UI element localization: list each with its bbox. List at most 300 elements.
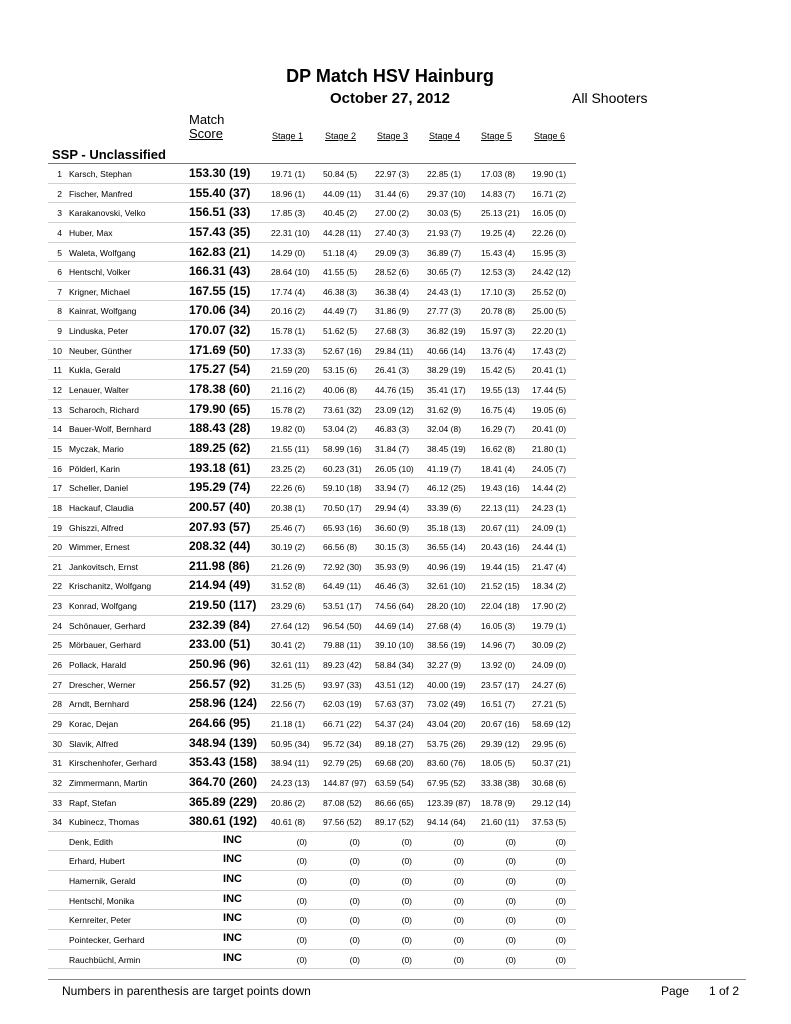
stage-2-cell: 95.72 (34) bbox=[323, 738, 362, 749]
stage-1-cell: 24.23 (13) bbox=[271, 777, 310, 788]
match-label: Match bbox=[189, 112, 225, 127]
stage-6-cell: 15.95 (3) bbox=[532, 247, 567, 258]
stage-5-cell: 19.43 (16) bbox=[481, 483, 520, 494]
table-row bbox=[0, 576, 791, 596]
match-score: 170.06 (34) bbox=[189, 303, 251, 318]
match-score: 195.29 (74) bbox=[189, 480, 251, 495]
table-row bbox=[0, 714, 791, 734]
stage-3-cell: 46.83 (3) bbox=[375, 424, 410, 435]
stage-5-cell: (0) bbox=[505, 856, 516, 867]
stage-2-cell: 66.71 (22) bbox=[323, 718, 362, 729]
stage-1-cell: 27.64 (12) bbox=[271, 620, 310, 631]
shooter-name: Hamernik, Gerald bbox=[69, 876, 136, 887]
stage-6-cell: 16.05 (0) bbox=[532, 208, 567, 219]
stage-3-cell: 31.44 (6) bbox=[375, 188, 410, 199]
rank-cell: 12 bbox=[52, 385, 62, 396]
stage-4-cell: 38.45 (19) bbox=[427, 443, 466, 454]
stage-5-cell: 16.29 (7) bbox=[481, 424, 516, 435]
stage-6-cell: 17.44 (5) bbox=[532, 385, 567, 396]
table-row bbox=[0, 518, 791, 538]
stage-2-cell: 51.62 (5) bbox=[323, 326, 358, 337]
match-score: 167.55 (15) bbox=[189, 283, 251, 298]
stage-5-cell: 18.78 (9) bbox=[481, 797, 516, 808]
rank-cell: 34 bbox=[52, 817, 62, 828]
rank-cell: 2 bbox=[57, 188, 62, 199]
stage-6-cell: 17.90 (2) bbox=[532, 601, 567, 612]
table-row bbox=[0, 734, 791, 754]
table-row bbox=[0, 360, 791, 380]
shooter-name: Karakanovski, Velko bbox=[69, 208, 146, 219]
stage-3-cell: 46.46 (3) bbox=[375, 581, 410, 592]
match-score: INC bbox=[223, 833, 242, 846]
stage-1-cell: 32.61 (11) bbox=[271, 660, 310, 671]
rank-cell: 23 bbox=[52, 601, 62, 612]
stage-4-cell: 27.77 (3) bbox=[427, 306, 462, 317]
match-score: 233.00 (51) bbox=[189, 637, 251, 652]
stage-6-cell: 24.05 (7) bbox=[532, 463, 567, 474]
stage-5-cell: 12.53 (3) bbox=[481, 267, 516, 278]
stage-5-cell: 13.76 (4) bbox=[481, 345, 516, 356]
stage-4-cell: (0) bbox=[453, 836, 464, 847]
footer-page-label: Page bbox=[661, 984, 690, 998]
stage-4-cell: 31.62 (9) bbox=[427, 404, 462, 415]
stage-5-cell: (0) bbox=[505, 915, 516, 926]
table-row bbox=[0, 203, 791, 223]
match-score: 188.43 (28) bbox=[189, 421, 251, 436]
stage-6-cell: (0) bbox=[555, 856, 566, 867]
rank-cell: 25 bbox=[52, 640, 62, 651]
stage-6-cell: (0) bbox=[555, 836, 566, 847]
table-row bbox=[0, 380, 791, 400]
stage-1-cell: 28.64 (10) bbox=[271, 267, 310, 278]
match-score: 162.83 (21) bbox=[189, 244, 251, 259]
table-row bbox=[0, 930, 791, 950]
shooter-name: Kainrat, Wolfgang bbox=[69, 306, 137, 317]
stage-4-cell: 35.41 (17) bbox=[427, 385, 466, 396]
stage-5-cell: 14.83 (7) bbox=[481, 188, 516, 199]
stage-6-cell: 58.69 (12) bbox=[532, 718, 571, 729]
stage-4-cell: (0) bbox=[453, 954, 464, 965]
match-score: 207.93 (57) bbox=[189, 519, 251, 534]
stage-5-cell: (0) bbox=[505, 954, 516, 965]
stage-3-cell: 35.93 (9) bbox=[375, 561, 410, 572]
rank-cell: 21 bbox=[52, 561, 62, 572]
rank-cell: 1 bbox=[57, 169, 62, 179]
table-row bbox=[0, 243, 791, 263]
stage-1-cell: (0) bbox=[296, 934, 307, 945]
stage-2-cell: 79.88 (11) bbox=[323, 640, 362, 651]
rank-cell: 13 bbox=[52, 404, 62, 415]
table-row bbox=[0, 655, 791, 675]
table-row bbox=[0, 871, 791, 891]
shooter-name: Drescher, Werner bbox=[69, 679, 136, 690]
stage-4-cell: 33.39 (6) bbox=[427, 502, 462, 513]
stage-2-cell: (0) bbox=[349, 856, 360, 867]
table-row bbox=[0, 891, 791, 911]
stage-3-cell: 29.94 (4) bbox=[375, 502, 410, 513]
table-row bbox=[0, 439, 791, 459]
stage-1-cell: 25.46 (7) bbox=[271, 522, 306, 533]
rank-cell: 33 bbox=[52, 797, 62, 808]
match-score: 189.25 (62) bbox=[189, 440, 251, 455]
shooter-name: Neuber, Günther bbox=[69, 345, 132, 356]
stage-6-cell: 20.41 (1) bbox=[532, 365, 567, 376]
match-score: INC bbox=[223, 951, 242, 964]
stage-1-cell: (0) bbox=[296, 895, 307, 906]
match-score: 166.31 (43) bbox=[189, 264, 251, 279]
stage-3-cell: 74.56 (64) bbox=[375, 601, 414, 612]
stage-4-cell: 22.85 (1) bbox=[427, 169, 462, 179]
stage-2-cell: 51.18 (4) bbox=[323, 247, 358, 258]
stage-1-cell: 17.85 (3) bbox=[271, 208, 306, 219]
stage-header-4: Stage 4 bbox=[429, 131, 461, 141]
stage-5-cell: 29.39 (12) bbox=[481, 738, 520, 749]
stage-1-cell: 31.25 (5) bbox=[271, 679, 306, 690]
stage-4-cell: 36.89 (7) bbox=[427, 247, 462, 258]
match-score: 380.61 (192) bbox=[189, 814, 258, 829]
stage-6-cell: 19.05 (6) bbox=[532, 404, 567, 415]
stage-4-cell: 41.19 (7) bbox=[427, 463, 462, 474]
match-score: 364.70 (260) bbox=[189, 774, 258, 789]
stage-1-cell: 50.95 (34) bbox=[271, 738, 310, 749]
stage-3-cell: 27.00 (2) bbox=[375, 208, 410, 219]
stage-4-cell: 30.03 (5) bbox=[427, 208, 462, 219]
stage-2-cell: 92.79 (25) bbox=[323, 758, 362, 769]
shooter-name: Myczak, Mario bbox=[69, 443, 124, 454]
stage-1-cell: 20.16 (2) bbox=[271, 306, 306, 317]
stage-2-cell: 87.08 (52) bbox=[323, 797, 362, 808]
stage-6-cell: 25.00 (5) bbox=[532, 306, 567, 317]
stage-5-cell: 16.62 (8) bbox=[481, 443, 516, 454]
stage-5-cell: 25.13 (21) bbox=[481, 208, 520, 219]
stage-4-cell: 67.95 (52) bbox=[427, 777, 466, 788]
stage-3-cell: 26.05 (10) bbox=[375, 463, 414, 474]
stage-2-cell: (0) bbox=[349, 934, 360, 945]
stage-6-cell: 19.79 (1) bbox=[532, 620, 567, 631]
stage-1-cell: 22.56 (7) bbox=[271, 699, 306, 710]
stage-1-cell: 23.25 (2) bbox=[271, 463, 306, 474]
rank-cell: 20 bbox=[52, 542, 62, 553]
stage-1-cell: 14.29 (0) bbox=[271, 247, 306, 258]
stage-4-cell: 40.00 (19) bbox=[427, 679, 466, 690]
table-row bbox=[0, 184, 791, 204]
stage-6-cell: (0) bbox=[555, 876, 566, 887]
match-score: 365.89 (229) bbox=[189, 794, 258, 809]
shooter-name: Korac, Dejan bbox=[69, 718, 119, 729]
rank-cell: 3 bbox=[57, 208, 62, 219]
stage-6-cell: 24.42 (12) bbox=[532, 267, 571, 278]
rank-cell: 22 bbox=[52, 581, 62, 592]
stage-2-cell: 96.54 (50) bbox=[323, 620, 362, 631]
stage-1-cell: 21.55 (11) bbox=[271, 443, 310, 454]
stage-5-cell: 22.13 (11) bbox=[481, 502, 520, 513]
stage-1-cell: 15.78 (1) bbox=[271, 326, 306, 337]
rank-cell: 19 bbox=[52, 522, 62, 533]
match-score: 348.94 (139) bbox=[189, 735, 258, 750]
rank-cell: 27 bbox=[52, 679, 62, 690]
table-row bbox=[0, 812, 791, 832]
stage-2-cell: 46.38 (3) bbox=[323, 286, 358, 297]
stage-1-cell: 21.59 (20) bbox=[271, 365, 310, 376]
rank-cell: 14 bbox=[52, 424, 62, 435]
match-score: 153.30 (19) bbox=[189, 166, 251, 180]
shooter-name: Kirschenhofer, Gerhard bbox=[69, 758, 157, 769]
report-date: October 27, 2012 bbox=[329, 90, 451, 107]
shooter-name: Zimmermann, Martin bbox=[69, 777, 148, 788]
shooter-name: Rauchbüchl, Armin bbox=[69, 954, 141, 965]
shooter-name: Karsch, Stephan bbox=[69, 169, 132, 179]
stage-5-cell: 17.10 (3) bbox=[481, 286, 516, 297]
match-score: 170.07 (32) bbox=[189, 323, 251, 338]
stage-6-cell: 22.20 (1) bbox=[532, 326, 567, 337]
stage-4-cell: 123.39 (87) bbox=[427, 797, 471, 808]
table-row bbox=[0, 537, 791, 557]
stage-1-cell: 40.61 (8) bbox=[271, 817, 306, 828]
stage-1-cell: 22.31 (10) bbox=[271, 227, 310, 238]
stage-6-cell: 16.71 (2) bbox=[532, 188, 567, 199]
stage-2-cell: 93.97 (33) bbox=[323, 679, 362, 690]
stage-5-cell: 15.43 (4) bbox=[481, 247, 516, 258]
table-row bbox=[0, 675, 791, 695]
stage-1-cell: (0) bbox=[296, 954, 307, 965]
stage-6-cell: 50.37 (21) bbox=[532, 758, 571, 769]
stage-5-cell: (0) bbox=[505, 836, 516, 847]
stage-5-cell: 13.92 (0) bbox=[481, 660, 516, 671]
stage-header-5: Stage 5 bbox=[481, 131, 513, 141]
stage-2-cell: 50.84 (5) bbox=[323, 169, 358, 179]
results-table bbox=[0, 164, 791, 969]
stage-1-cell: 30.19 (2) bbox=[271, 542, 306, 553]
stage-2-cell: 52.67 (16) bbox=[323, 345, 362, 356]
match-score: 178.38 (60) bbox=[189, 382, 251, 397]
stage-3-cell: 58.84 (34) bbox=[375, 660, 414, 671]
match-score: 200.57 (40) bbox=[189, 499, 251, 514]
stage-5-cell: 22.04 (18) bbox=[481, 601, 520, 612]
table-row bbox=[0, 498, 791, 518]
table-row bbox=[0, 910, 791, 930]
stage-5-cell: 15.42 (5) bbox=[481, 365, 516, 376]
stage-6-cell: 18.34 (2) bbox=[532, 581, 567, 592]
match-score: 193.18 (61) bbox=[189, 460, 251, 475]
rank-cell: 26 bbox=[52, 660, 62, 671]
match-score: 208.32 (44) bbox=[189, 539, 251, 554]
stage-4-cell: 32.27 (9) bbox=[427, 660, 462, 671]
stage-1-cell: 23.29 (6) bbox=[271, 601, 306, 612]
shooter-name: Lenauer, Walter bbox=[69, 385, 129, 396]
stage-4-cell: (0) bbox=[453, 876, 464, 887]
rank-cell: 28 bbox=[52, 699, 62, 710]
shooter-name: Pointecker, Gerhard bbox=[69, 934, 145, 945]
match-score: 219.50 (117) bbox=[189, 598, 257, 613]
stage-header-2: Stage 2 bbox=[325, 131, 357, 141]
stage-2-cell: 62.03 (19) bbox=[323, 699, 362, 710]
match-score: 211.98 (86) bbox=[189, 558, 250, 573]
stage-6-cell: 17.43 (2) bbox=[532, 345, 567, 356]
report-title: DP Match HSV Hainburg bbox=[286, 66, 494, 86]
stage-5-cell: (0) bbox=[505, 934, 516, 945]
stage-4-cell: 38.29 (19) bbox=[427, 365, 466, 376]
stage-5-cell: 20.78 (8) bbox=[481, 306, 516, 317]
table-row bbox=[0, 321, 791, 341]
shooter-name: Pollack, Harald bbox=[69, 660, 127, 671]
stage-2-cell: 97.56 (52) bbox=[323, 817, 362, 828]
stage-2-cell: 44.49 (7) bbox=[323, 306, 358, 317]
stage-4-cell: 43.04 (20) bbox=[427, 718, 466, 729]
stage-2-cell: 60.23 (31) bbox=[323, 463, 362, 474]
stage-1-cell: 31.52 (8) bbox=[271, 581, 306, 592]
table-row bbox=[0, 694, 791, 714]
match-score: 175.27 (54) bbox=[189, 362, 251, 377]
shooter-name: Rapf, Stefan bbox=[69, 797, 117, 808]
stage-2-cell: 40.45 (2) bbox=[323, 208, 358, 219]
stage-3-cell: 31.84 (7) bbox=[375, 443, 410, 454]
rank-cell: 8 bbox=[57, 306, 62, 317]
table-row bbox=[0, 459, 791, 479]
stage-3-cell: 69.68 (20) bbox=[375, 758, 414, 769]
stage-3-cell: 31.86 (9) bbox=[375, 306, 410, 317]
table-row bbox=[0, 793, 791, 813]
stage-header-1: Stage 1 bbox=[272, 131, 304, 141]
stage-5-cell: (0) bbox=[505, 895, 516, 906]
stage-4-cell: 36.82 (19) bbox=[427, 326, 466, 337]
rank-cell: 5 bbox=[57, 247, 62, 258]
stage-4-cell: (0) bbox=[453, 934, 464, 945]
stage-2-cell: 64.49 (11) bbox=[323, 581, 362, 592]
stage-6-cell: (0) bbox=[555, 895, 566, 906]
match-score: 232.39 (84) bbox=[189, 617, 251, 632]
division-heading: SSP - Unclassified bbox=[52, 147, 166, 162]
rank-cell: 6 bbox=[57, 267, 62, 278]
stage-6-cell: 24.23 (1) bbox=[532, 502, 567, 513]
shooter-name: Kubinecz, Thomas bbox=[69, 817, 140, 828]
rank-cell: 11 bbox=[53, 365, 62, 376]
table-row bbox=[0, 223, 791, 243]
stage-2-cell: 65.93 (16) bbox=[323, 522, 362, 533]
stage-5-cell: 21.60 (11) bbox=[481, 817, 520, 828]
stage-5-cell: 16.75 (4) bbox=[481, 404, 516, 415]
match-score: 155.40 (37) bbox=[189, 185, 251, 200]
stage-5-cell: 19.44 (15) bbox=[481, 561, 520, 572]
stage-2-cell: 144.87 (97) bbox=[323, 777, 367, 788]
stage-3-cell: 57.63 (37) bbox=[375, 699, 414, 710]
stage-6-cell: 24.44 (1) bbox=[532, 542, 567, 553]
stage-4-cell: 30.65 (7) bbox=[427, 267, 462, 278]
stage-5-cell: 18.41 (4) bbox=[481, 463, 516, 474]
match-score: INC bbox=[223, 892, 242, 905]
match-score: 353.43 (158) bbox=[189, 755, 258, 770]
report-scope: All Shooters bbox=[572, 90, 648, 106]
stage-2-cell: 44.09 (11) bbox=[323, 188, 362, 199]
stage-4-cell: 40.96 (19) bbox=[427, 561, 466, 572]
stage-2-cell: (0) bbox=[349, 876, 360, 887]
footer-note: Numbers in parenthesis are target points down bbox=[62, 984, 311, 998]
rank-cell: 4 bbox=[57, 227, 62, 238]
stage-3-cell: 54.37 (24) bbox=[375, 718, 414, 729]
shooter-name: Wimmer, Ernest bbox=[69, 542, 130, 553]
table-row bbox=[0, 753, 791, 773]
stage-6-cell: 29.95 (6) bbox=[532, 738, 567, 749]
shooter-name: Ghiszzi, Alfred bbox=[69, 522, 124, 533]
stage-6-cell: 19.90 (1) bbox=[532, 169, 567, 179]
shooter-name: Krigner, Michael bbox=[69, 286, 130, 297]
stage-3-cell: (0) bbox=[401, 954, 412, 965]
stage-4-cell: 73.02 (49) bbox=[427, 699, 466, 710]
table-row bbox=[0, 478, 791, 498]
stage-3-cell: 23.09 (12) bbox=[375, 404, 414, 415]
rank-cell: 9 bbox=[57, 326, 62, 337]
match-score: INC bbox=[223, 931, 242, 944]
stage-4-cell: (0) bbox=[453, 915, 464, 926]
shooter-name: Krischanitz, Wolfgang bbox=[69, 581, 152, 592]
table-row bbox=[0, 262, 791, 282]
table-row bbox=[0, 851, 791, 871]
rank-cell: 7 bbox=[57, 286, 62, 297]
stage-5-cell: 14.96 (7) bbox=[481, 640, 516, 651]
stage-3-cell: 39.10 (10) bbox=[375, 640, 414, 651]
table-row bbox=[0, 301, 791, 321]
stage-3-cell: 89.18 (27) bbox=[375, 738, 414, 749]
stage-3-cell: 43.51 (12) bbox=[375, 679, 414, 690]
table-row bbox=[0, 282, 791, 302]
stage-3-cell: 36.60 (9) bbox=[375, 522, 410, 533]
stage-1-cell: 17.33 (3) bbox=[271, 345, 306, 356]
stage-3-cell: 29.84 (11) bbox=[375, 345, 414, 356]
stage-4-cell: 36.55 (14) bbox=[427, 542, 466, 553]
stage-3-cell: (0) bbox=[401, 856, 412, 867]
stage-header-3: Stage 3 bbox=[377, 131, 409, 141]
stage-6-cell: 24.09 (1) bbox=[532, 522, 567, 533]
stage-6-cell: 25.52 (0) bbox=[532, 286, 567, 297]
stage-5-cell: 20.67 (16) bbox=[481, 718, 520, 729]
match-score: INC bbox=[223, 873, 242, 886]
shooter-name: Linduska, Peter bbox=[69, 326, 129, 337]
table-row bbox=[0, 832, 791, 852]
shooter-name: Scharoch, Richard bbox=[69, 404, 139, 415]
stage-3-cell: (0) bbox=[401, 934, 412, 945]
stage-2-cell: 59.10 (18) bbox=[323, 483, 362, 494]
shooter-name: Slavik, Alfred bbox=[69, 738, 119, 749]
stage-6-cell: 20.41 (0) bbox=[532, 424, 567, 435]
stage-6-cell: 24.27 (6) bbox=[532, 679, 567, 690]
table-row bbox=[0, 419, 791, 439]
rank-cell: 17 bbox=[52, 483, 62, 494]
stage-2-cell: 41.55 (5) bbox=[323, 267, 358, 278]
stage-2-cell: 53.51 (17) bbox=[323, 601, 362, 612]
stage-4-cell: 94.14 (64) bbox=[427, 817, 466, 828]
stage-4-cell: 24.43 (1) bbox=[427, 286, 462, 297]
table-row bbox=[0, 341, 791, 361]
rank-cell: 15 bbox=[52, 443, 62, 454]
stage-1-cell: (0) bbox=[296, 856, 307, 867]
stage-5-cell: 18.05 (5) bbox=[481, 758, 516, 769]
stage-5-cell: 21.52 (15) bbox=[481, 581, 520, 592]
stage-2-cell: 73.61 (32) bbox=[323, 404, 362, 415]
stage-4-cell: 29.37 (10) bbox=[427, 188, 466, 199]
shooter-name: Huber, Max bbox=[69, 227, 113, 238]
stage-3-cell: 86.66 (65) bbox=[375, 797, 414, 808]
stage-2-cell: 53.04 (2) bbox=[323, 424, 358, 435]
shooter-name: Schönauer, Gerhard bbox=[69, 620, 146, 631]
stage-3-cell: 29.09 (3) bbox=[375, 247, 410, 258]
stage-4-cell: 46.12 (25) bbox=[427, 483, 466, 494]
stage-3-cell: 44.76 (15) bbox=[375, 385, 414, 396]
stage-6-cell: 30.09 (2) bbox=[532, 640, 567, 651]
match-score: 157.43 (35) bbox=[189, 224, 251, 239]
rank-cell: 30 bbox=[52, 738, 62, 749]
rank-cell: 18 bbox=[52, 502, 62, 513]
rank-cell: 24 bbox=[52, 620, 62, 631]
shooter-name: Bauer-Wolf, Bernhard bbox=[69, 424, 152, 435]
